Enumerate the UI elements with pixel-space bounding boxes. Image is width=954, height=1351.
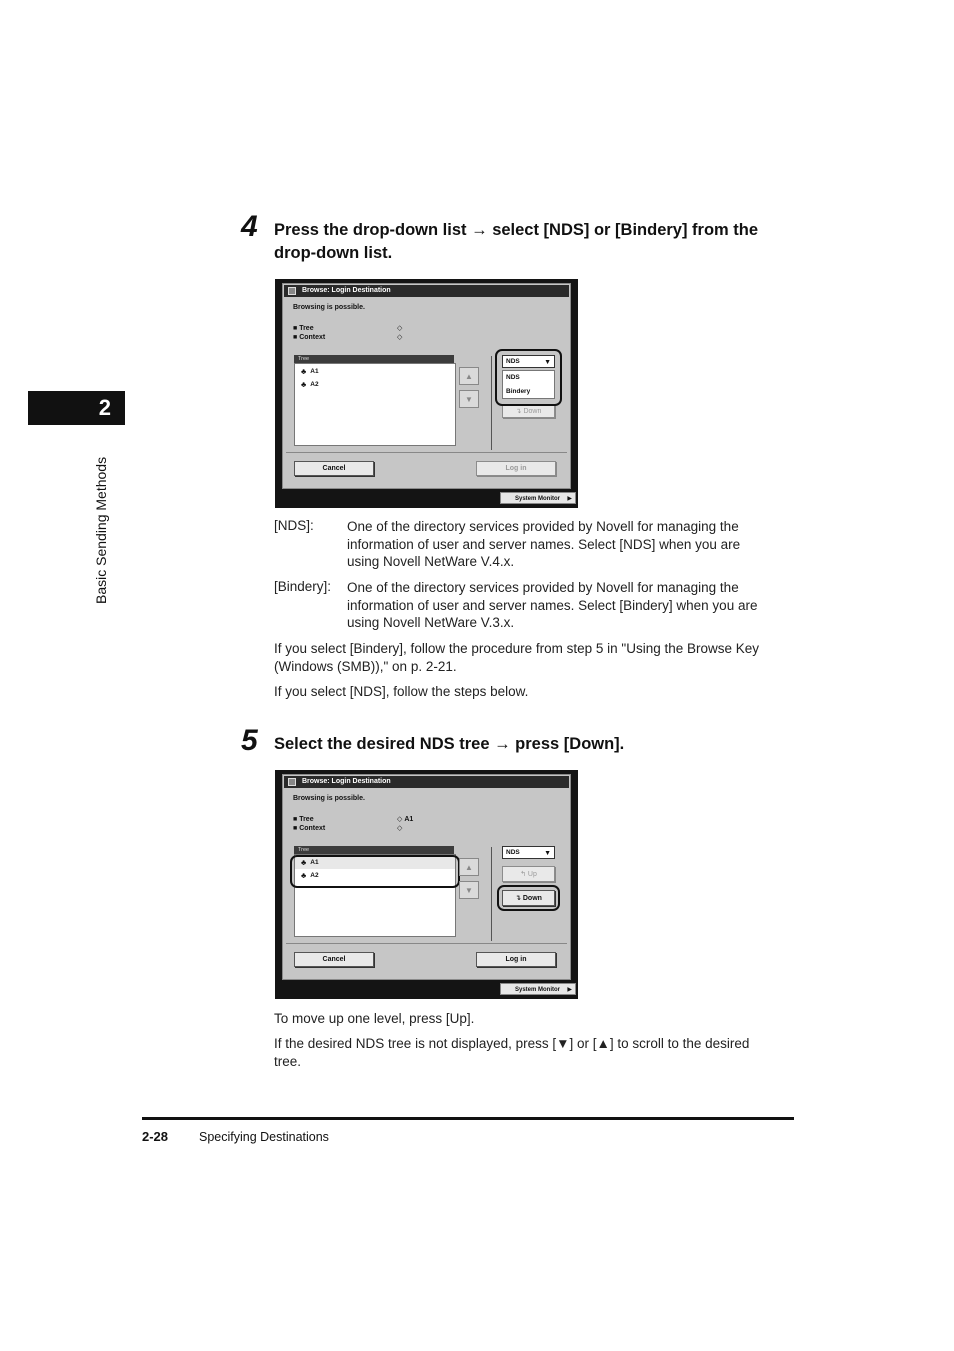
field-context-row (293, 334, 325, 341)
bullet-icon: ■ (293, 334, 300, 341)
tree-value: A1 (404, 816, 414, 823)
chapter-number-tab (28, 391, 125, 425)
login-button[interactable]: Log in (476, 952, 556, 967)
browse-dialog (282, 283, 571, 489)
paragraph-nds-note: If you select [NDS], follow the steps below. (274, 684, 529, 699)
directory-dropdown[interactable] (502, 846, 555, 859)
list-item-label: A1 (310, 368, 319, 375)
paragraph-line: If the desired NDS tree is not displayed, press [▼] or [▲] to scroll to the desired (274, 1036, 750, 1051)
screenshot-step-5 (275, 770, 578, 999)
up-label: Up (527, 870, 537, 878)
browse-icon (288, 778, 296, 786)
system-monitor-button[interactable] (500, 983, 576, 995)
dialog-titlebar (284, 285, 569, 297)
system-bar (275, 489, 578, 508)
scroll-down-button[interactable] (459, 390, 479, 408)
definition-nds (347, 518, 807, 571)
paragraph-scroll-note (274, 1035, 804, 1070)
paragraph-line: If you select [Bindery], follow the procedure from step 5 in "Using the Browse Key (274, 641, 760, 656)
field-tree-row (293, 816, 314, 823)
bullet-icon: ■ (293, 816, 300, 823)
dropdown-value: NDS (506, 849, 520, 856)
cancel-button[interactable]: Cancel (294, 461, 374, 476)
step-5-number: 5 (241, 724, 258, 757)
scroll-up-button[interactable] (459, 367, 479, 385)
list-item-label: A2 (310, 872, 319, 879)
triangle-up-icon: ▲ (465, 371, 473, 381)
step-5-instruction: Select the desired NDS tree → press [Down]. (274, 735, 625, 753)
down-arrow-icon: ↴ (515, 895, 523, 902)
definition-term-nds: [NDS]: (274, 518, 314, 533)
context-value-marker-icon: ◇ (397, 334, 403, 341)
scroll-down-button[interactable] (459, 881, 479, 899)
dropdown-option-bindery[interactable]: Bindery (506, 388, 531, 395)
tree-icon: ♣ (301, 871, 307, 880)
down-label: Down (523, 407, 542, 415)
definition-line: using Novell NetWare V.3.x. (347, 615, 515, 631)
step-4-line-2: drop-down list. (274, 244, 393, 262)
dialog-titlebar (284, 776, 569, 788)
vertical-divider (491, 356, 492, 450)
scroll-up-button[interactable] (459, 858, 479, 876)
down-arrow-icon: ↴ (515, 408, 524, 415)
tree-value-row (397, 815, 413, 823)
chevron-down-icon: ▼ (544, 850, 551, 857)
login-button[interactable]: Log in (476, 461, 556, 476)
caret-right-icon: ▶ (567, 496, 572, 502)
tree-icon: ♣ (301, 380, 307, 389)
tree-icon: ♣ (301, 858, 307, 867)
field-tree-label: Tree (299, 816, 314, 823)
definition-term-bindery: [Bindery]: (274, 579, 332, 594)
browse-dialog (282, 774, 571, 980)
status-text: Browsing is possible. (293, 304, 365, 311)
system-bar (275, 980, 578, 999)
up-button[interactable] (502, 866, 555, 882)
footer-section: Specifying Destinations (199, 1130, 329, 1144)
down-button[interactable] (502, 404, 555, 418)
triangle-down-icon: ▼ (465, 394, 473, 404)
tree-list[interactable] (294, 363, 456, 446)
definition-line: One of the directory services provided by Novell for managing the (347, 580, 739, 595)
status-text: Browsing is possible. (293, 795, 365, 802)
paragraph-line: (Windows (SMB))," on p. 2-21. (274, 658, 457, 674)
caret-right-icon: ▶ (567, 987, 572, 993)
field-context-label: Context (299, 334, 326, 341)
page-number: 2-28 (142, 1129, 169, 1144)
list-item-a2[interactable] (301, 380, 319, 389)
triangle-up-icon: ▲ (465, 862, 473, 872)
up-arrow-icon: ↰ (520, 871, 528, 878)
chapter-title-vertical: Basic Sending Methods (93, 456, 109, 604)
chapter-number: 2 (98, 395, 111, 420)
dialog-title: Browse: Login Destination (302, 287, 391, 294)
definition-line: One of the directory services provided by Novell for managing the (347, 519, 739, 534)
context-value-marker-icon: ◇ (397, 825, 403, 832)
dialog-title: Browse: Login Destination (302, 778, 391, 785)
divider (286, 452, 567, 453)
down-label: Down (522, 894, 542, 902)
definition-line: using Novell NetWare V.4.x. (347, 554, 515, 570)
screenshot-step-4 (275, 279, 578, 508)
callout-dropdown (495, 349, 562, 406)
paragraph-line: tree. (274, 1053, 302, 1069)
step-4-instruction (274, 219, 804, 265)
dropdown-option-nds[interactable]: NDS (506, 374, 520, 381)
tree-icon: ♣ (301, 367, 307, 376)
list-header: Tree (294, 355, 454, 363)
system-monitor-label: System Monitor (515, 987, 561, 993)
chevron-down-icon: ▼ (544, 359, 551, 366)
triangle-down-icon: ▼ (465, 885, 473, 895)
definition-bindery (347, 579, 807, 632)
bullet-icon: ■ (293, 825, 300, 832)
field-context-label: Context (299, 825, 326, 832)
callout-down-button (497, 885, 560, 911)
definition-line: information of user and server names. Select [Bindery] when you are (347, 597, 758, 613)
tree-value-marker-icon: ◇ (397, 325, 403, 332)
divider (286, 943, 567, 944)
dropdown-value: NDS (506, 358, 520, 365)
value-marker-icon: ◇ (397, 816, 405, 823)
field-tree-row (293, 325, 314, 332)
browse-icon (288, 287, 296, 295)
list-item-label: A1 (310, 859, 319, 866)
step-4-line-1: Press the drop-down list → select [NDS] or [Bindery] from the (274, 221, 759, 239)
footer-rule (142, 1117, 794, 1120)
field-context-row (293, 825, 325, 832)
list-header: Tree (294, 846, 454, 854)
definition-line: information of user and server names. Select [NDS] when you are (347, 536, 741, 552)
bullet-icon: ■ (293, 325, 300, 332)
cancel-button[interactable]: Cancel (294, 952, 374, 967)
callout-tree-items (290, 855, 460, 888)
paragraph-up-note: To move up one level, press [Up]. (274, 1011, 475, 1026)
list-item-a1[interactable] (301, 367, 319, 376)
list-item-label: A2 (310, 381, 319, 388)
vertical-divider (491, 847, 492, 941)
paragraph-bindery-note (274, 640, 804, 675)
system-monitor-button[interactable] (500, 492, 576, 504)
step-4-number: 4 (241, 210, 258, 243)
system-monitor-label: System Monitor (515, 496, 561, 502)
field-tree-label: Tree (299, 325, 314, 332)
